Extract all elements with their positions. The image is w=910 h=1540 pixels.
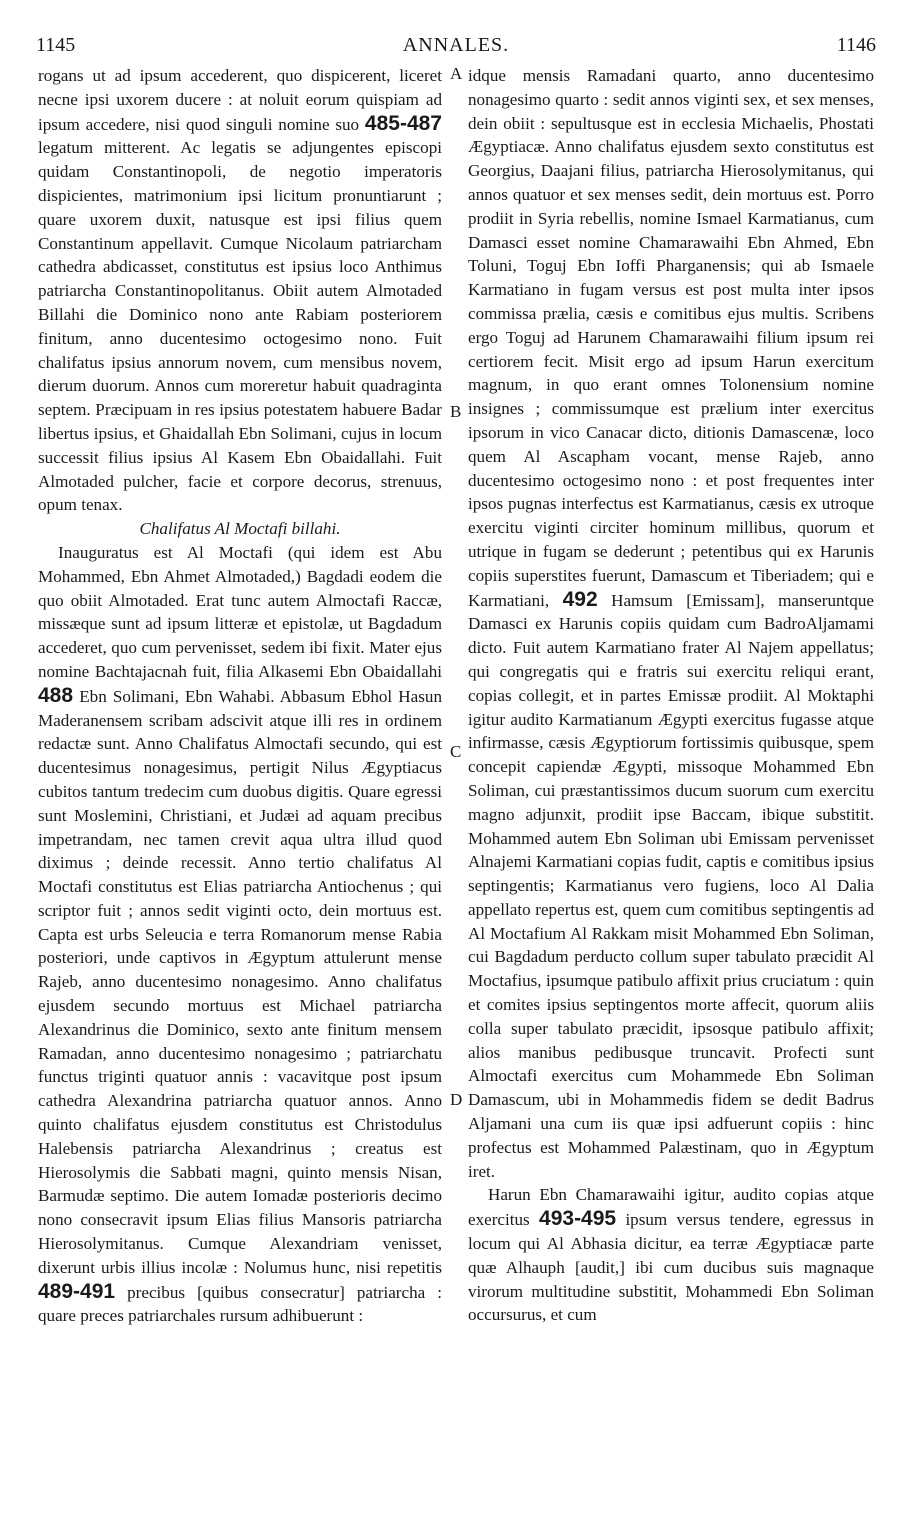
margin-letter-b: B: [450, 402, 462, 421]
text-run: legatum mitterent. Ac legatis se adjungentes episcopi quidam Constantinopoli, de negotio imperatoris dispicientes, matrimonium ipsi licitum pronuntiarunt ; quare uxorem duxit, natusque est ipsi filius quem Constantinum appellavit. Cumque Nicolaum patriarcham cathedra abdicasset, constitutus est ipsius loco Anthimus patriarcha Constantinopolitanus. Obiit autem Almotaded Billahi die Dominico nono ante Rabiam posteriorem finitum, anno ducentesimo octogesimo nono. Fuit chalifatus ipsius annorum novem, cum mensibus novem, dierum duorum. Annos cum moreretur habuit quadraginta septem. Præcipuam in res ipsius potestatem habuere Badar libertus ipsius, et Ghaidallah Ebn Solimani, cujus in locum successit filius ipsius Al Kasem Ebn Obaidallahi. Fuit Almotaded pulcher, facie et corpore decorus, strenuus, opum tenax.: [38, 138, 442, 515]
left-column: [38, 64, 442, 1328]
right-page-number: 1146: [836, 34, 876, 56]
text-run: Harun Ebn Chamarawaihi igitur, audito copias atque exercitus: [468, 1185, 874, 1230]
reference-number: 492: [562, 587, 598, 611]
section-heading: Chalifatus Al Moctafi billahi.: [139, 519, 341, 539]
text-run: ipsum versus tendere, egressus in locum qui Al Abhasia dicitur, ea terræ Ægyptiacæ parte quæ Alhauph [audit,] ibi cum ducibus suis magnaque virorum multitudine substitit, Mohammedi Ebn Soliman occursurus, et cum: [468, 1210, 874, 1325]
reference-number: 485-487: [364, 111, 442, 135]
text-run: Hamsum [Emissam], manseruntque Damasci ex Harunis copiis quidam cum BadroAljamami dicto. Fuit autem Karmatiano frater Al Najem appellatus; qui congregatis qui e fratris sui exercitu reliqui erant, copias collegit, et in partes Emissæ prodiit. Al Moktaphi igitur audito Karmatianum Ægypti exercitus fugasse atque infirmasse, cæsis Ægyptiorum fortissimis quibusque, spem concepit capiendæ Ægypti, missoque Mohammed Ebn Soliman, cui præstantissimos ducum suorum cum exercitu magno adjunxit, prodiit ipse Baccam, ibique substitit. Mohammed autem Ebn Soliman ubi Emissam pervenisset Alnajemi Karmatiani copias fudit, captis e comitibus ipsius septingentis; Karmatianus vero fugiens, loco Al Dalia appellato repertus est, quem cum comitibus septingentis ad Al Moctafium Al Rakkam misit Mohammed Ebn Soliman, cui Bagdadum perducto collum super tabulato præcidit Al Moctafius, ipsumque patibulo affixit prius cruciatum : quin et comites ipsius septingentos morte affecit, quorum aliis colla super tabulato præcidit, ipsosque patibulo affixit; alios manibus pedibusque truncavit. Profecti sunt Almoctafi exercitus cum Mohammede Ebn Soliman Damascum, ubi in Mohammedis fidem se dedit Badrus Aljamani una cum iis quæ ipsi adfuerunt copiis : hinc profectus est Mohammed Palæstinam, quo in Ægyptum iret.: [468, 590, 874, 1181]
paragraph: [38, 541, 442, 1328]
paragraph: [468, 1183, 874, 1327]
right-column: [468, 64, 874, 1327]
running-header: [36, 34, 876, 62]
left-page-number: 1145: [36, 34, 76, 56]
text-run: Ebn Solimani, Ebn Wahabi. Abbasum Ebhol Hasun Maderanensem scribam adscivit atque illi res in ordinem redactæ sunt. Anno Chalifatus Almoctafi secundo, qui est ducentesimus nonagesimus, pertigit Nilus Ægyptiacus cubitos tantum tredecim cum duobus digitis. Quare egressi sunt Moslemini, Christiani, et Judæi ad aquam precibus impetrandam, nec tamen crevit aqua ultra illud quod diximus ; deinde recessit. Anno tertio chalifatus Al Moctafi constitutus est Elias patriarcha Antiochenus ; qui scriptor fuit ; annos sedit viginti octo, dein mortuus est. Capta est urbs Seleucia e terra Romanorum mense Rabia posteriori, unde captivos in Ægyptum attulerunt mense Rajeb, anno ducentesimo nonagesimo. Anno chalifatus ejusdem secundo mortuus est Michael patriarcha Alexandrinus die Dominico, sexto ante finitum mensem Ramadan, anno ducentesimo nonagesimo ; patriarchatu functus triginti quatuor annis : vacavitque post ipsum cathedra Alexandrina patriarcha quatuor annos. Anno quinto chalifatus ejusdem constitutus est Christodulus Halebensis patriarcha Alexandrinus ; creatus est Hierosolymis die Sabbati magni, quinto mensis Nisan, Barmudæ septimo. Die autem Iomadæ posterioris decimo nono consecravit ipsum Elias filius Mansoris patriarcha Hierosolymitanus. Cumque Alexandriam venisset, dixerunt urbis illius incolæ : Nolumus hunc, nisi repetitis: [38, 686, 442, 1277]
text-run: Inauguratus est Al Moctafi (qui idem est Abu Mohammed, Ebn Ahmet Almotaded,) Bagdadi eodem die quo obiit Almotaded. Erat tunc autem Almoctafi Raccæ, missæque sunt ad ipsum litteræ et epistolæ, ut Bagdadum accederet, quo cum pervenisset, sedem ibi fixit. Mater ejus nomine Bachtajacnah fuit, filia Alkasemi Ebn Obaidallahi: [38, 542, 442, 681]
text-run: idque mensis Ramadani quarto, anno ducentesimo nonagesimo quarto : sedit annos viginti sex, et sex menses, dein obiit : sepultusque est in ecclesia Michaelis, Phostati Ægyptiacæ. Anno chalifatus ejusdem sexto constitutus est Georgius, Daajani filius, patriarcha Hierosolymitanus, qui annos quatuor et sex menses sedit, dein mortuus est. Porro prodiit in Syria rebellis, nomine Ismael Karmatianus, cum Damasci esset nomine Chamarawaihi Ebn Ahmed, Ebn Toluni, Toguj Ebn Ioffi Pharganensis; qui ab Ismaele Karmatiano in fugam versus est post multa inter ipsos commissa prælia, cæsis e comitibus ejus multis. Scribens ergo Toguj ad Harunem Chamarawaihi filium ipsum rei certiorem fecit. Misit ergo ad ipsum Harun exercitum magnum, in quo erant omnes Tolonensium nomine insignes ; commissumque est prælium inter exercitus ipsorum in vico Canacar dicto, ditionis Damascenæ, loco quem Al Ascapham vocant, mense Rajeb, anno ducentesimo octogesimo nono : et post frequentes inter ipsos pugnas interfectus est Karmatianus, cæsis ex utroque exercitu viginti circiter hominum millibus, quorum et utrique in fugam se dederunt ; petentibus qui ex Harunis copiis superstites fuerunt, Damascum et Tiberiadem; qui e Karmatiani,: [468, 66, 874, 610]
paragraph: [468, 64, 874, 1183]
margin-letter-c: C: [450, 742, 462, 761]
reference-number: 488: [38, 683, 74, 707]
running-title: ANNALES.: [402, 34, 510, 56]
text-run: precibus [quibus consecratur] patriarcha : quare preces patriarchales rursum adhibuerunt :: [38, 1282, 442, 1326]
margin-letter-a: A: [450, 64, 463, 83]
margin-letter-d: D: [450, 1090, 463, 1109]
reference-number: 493-495: [539, 1207, 617, 1231]
text-run: rogans ut ad ipsum accederent, quo dispicerent, liceret necne ipsi uxorem ducere : at noluit eorum quispiam ad ipsum accedere, nisi quod singuli nomine suo: [38, 66, 442, 134]
reference-number: 489-491: [38, 1279, 116, 1303]
paragraph: [38, 64, 442, 517]
